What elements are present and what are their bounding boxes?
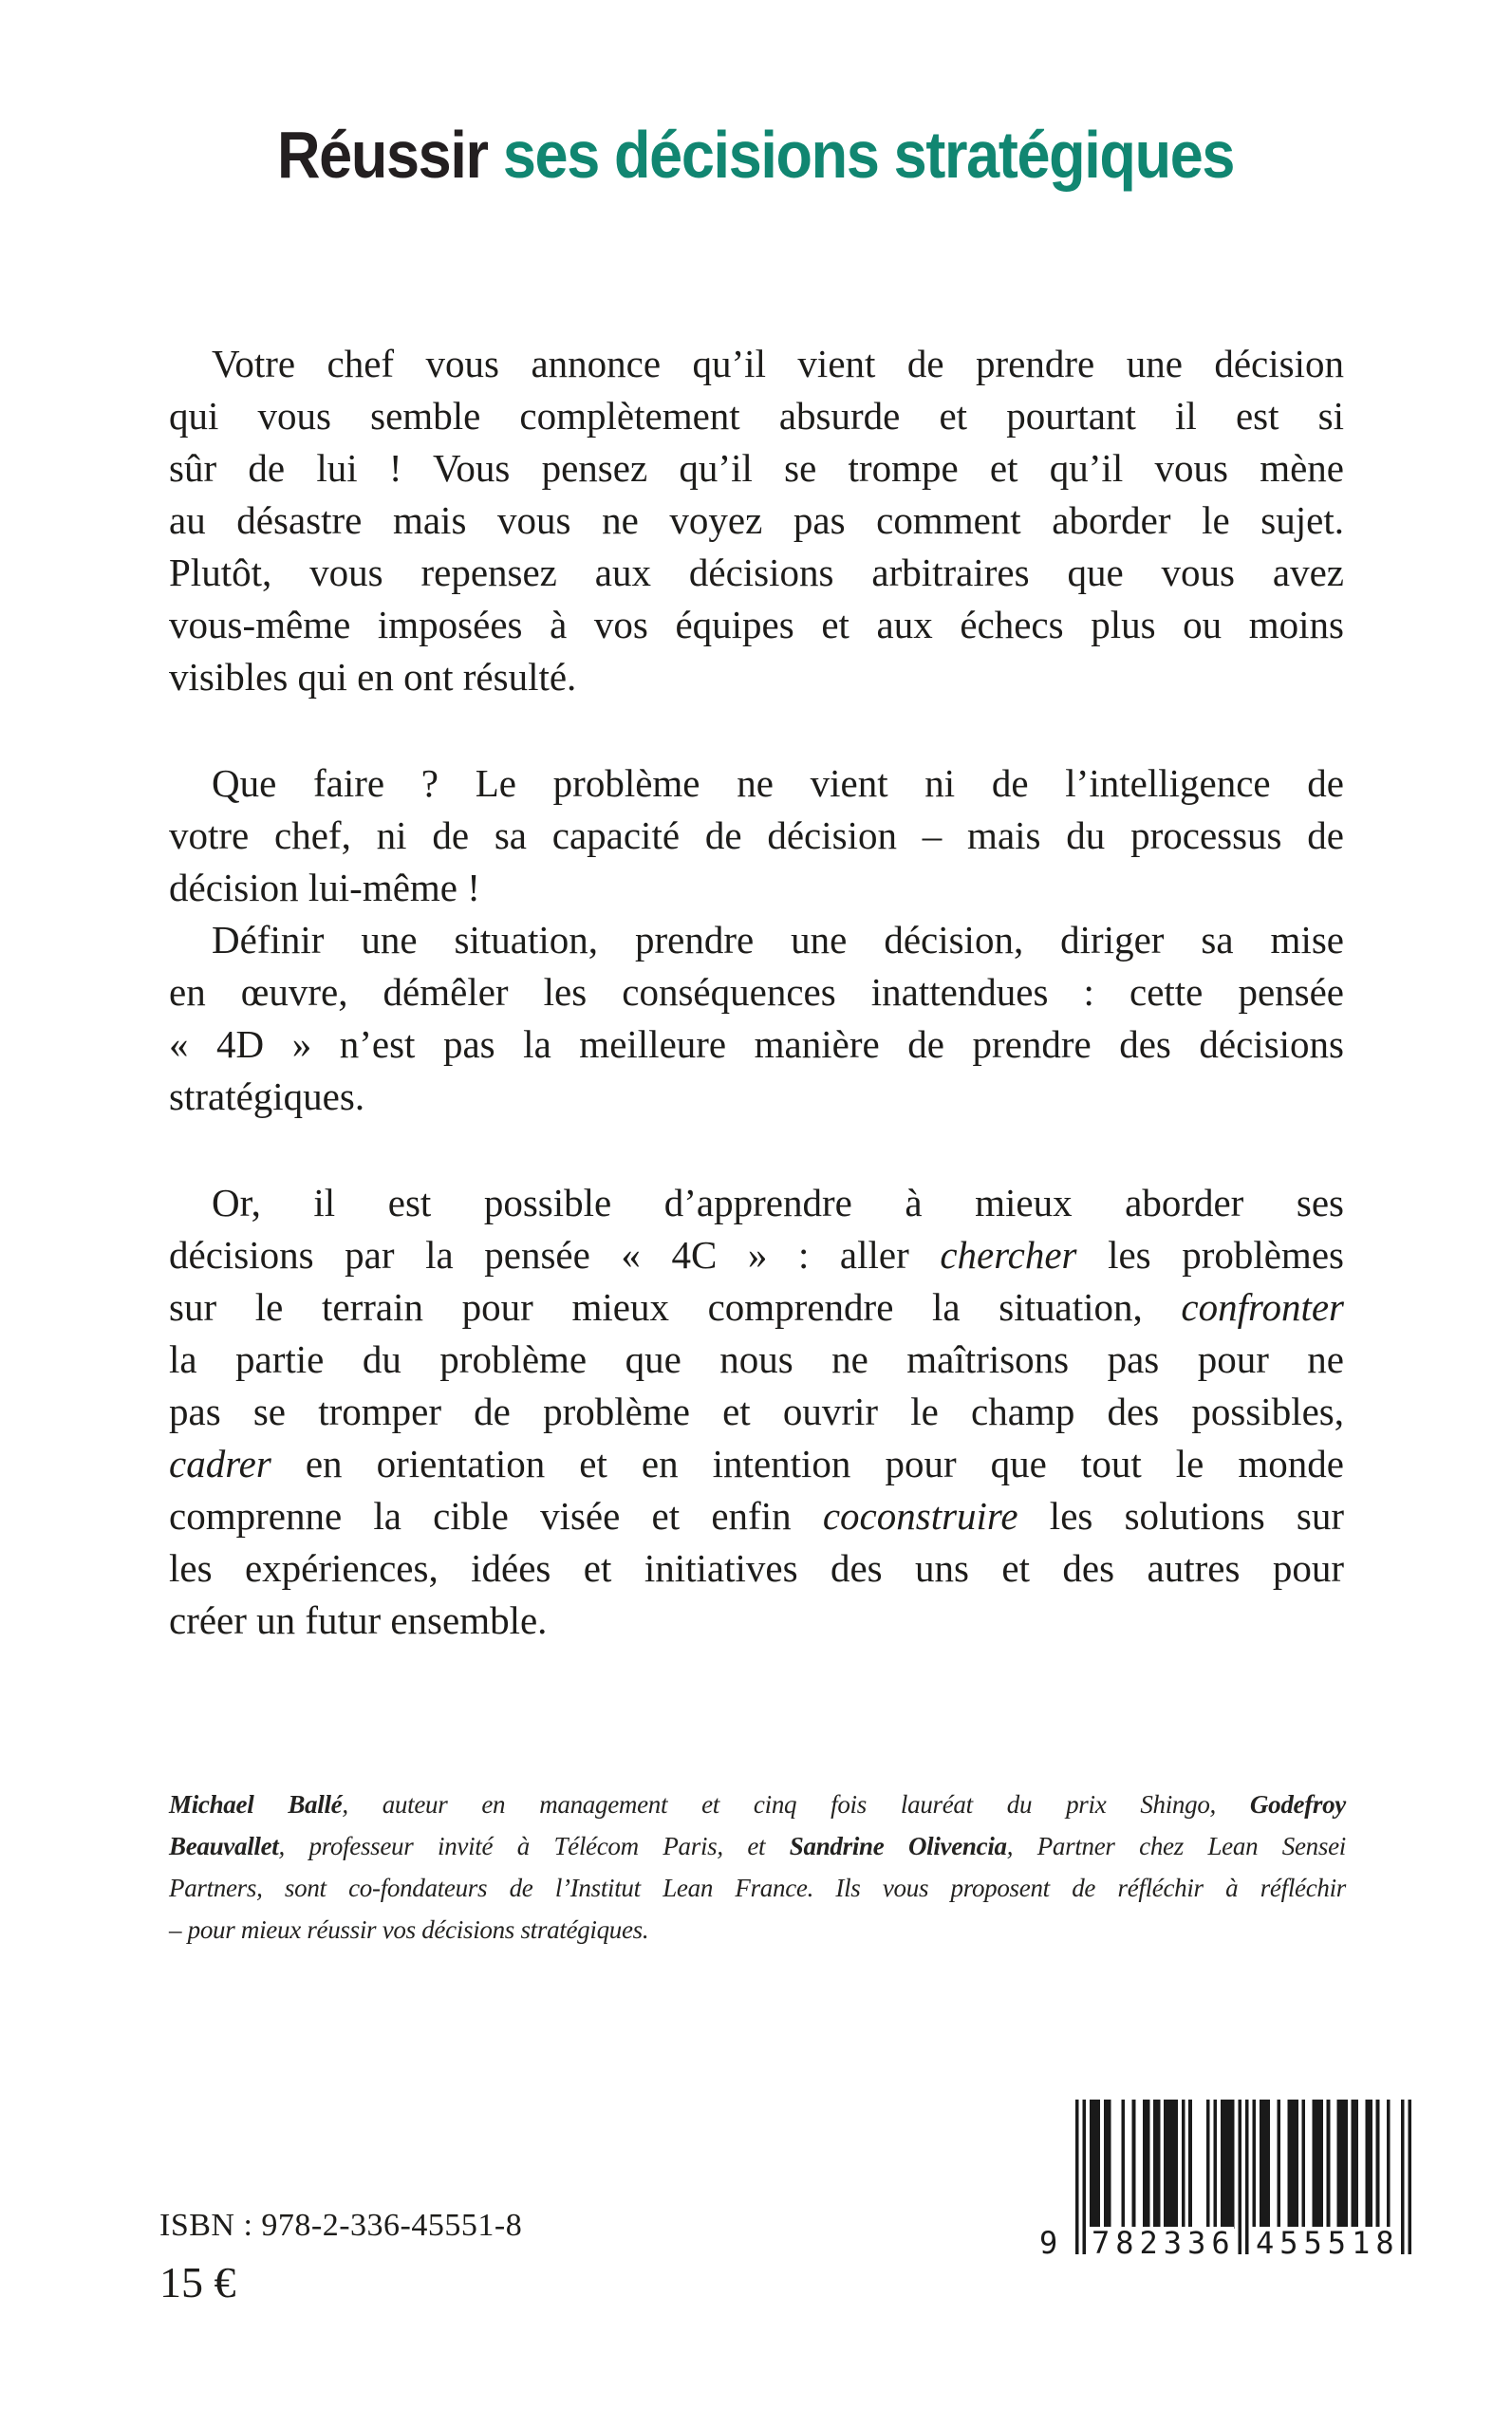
isbn-text: ISBN : 978-2-336-45551-8 [159,2208,523,2243]
bio-line: Michael Ballé, auteur en management et cinq fois lauréat du prix Shingo, Godefroy [169,1790,1346,1819]
body-line: vous-même imposées à vos équipes et aux échecs plus ou moins [169,603,1344,646]
barcode-first-digit: 9 [1039,2225,1058,2261]
bio-line: – pour mieux réussir vos décisions stratégiques. [169,1915,649,1944]
body-text [169,338,1344,1647]
body-line: Que faire ? Le problème ne vient ni de l’intelligence de [212,761,1344,805]
body-line: votre chef, ni de sa capacité de décision – mais du processus de [169,813,1344,857]
body-line: sur le terrain pour mieux comprendre la situation, confronter [169,1285,1344,1329]
body-line: qui vous semble complètement absurde et pourtant il est si [169,394,1344,438]
barcode-digits-left: 782336 [1086,2227,1234,2259]
title-teal-part: ses décisions stratégiques [503,118,1235,192]
body-line: comprenne la cible visée et enfin coconstruire les solutions sur [169,1494,1344,1538]
barcode-digits-right: 455518 [1250,2227,1398,2259]
title [0,112,1512,197]
body-line: stratégiques. [169,1074,365,1118]
body-line: les expériences, idées et initiatives des uns et des autres pour [169,1546,1344,1590]
barcode [1039,2100,1411,2261]
body-line: visibles qui en ont résulté. [169,655,577,699]
body-line: décisions par la pensée « 4C » : aller chercher les problèmes [169,1233,1344,1277]
body-line: créer un futur ensemble. [169,1598,548,1642]
body-line: Plutôt, vous repensez aux décisions arbitraires que vous avez [169,551,1344,594]
body-line: en œuvre, démêler les conséquences inattendues : cette pensée [169,970,1344,1014]
bio-line: Partners, sont co-fondateurs de l’Institut Lean France. Ils vous proposent de réfléchir à réfléchir [169,1874,1346,1902]
body-line: décision lui-même ! [169,866,480,909]
body-line: Votre chef vous annonce qu’il vient de prendre une décision [212,342,1344,385]
author-bio [169,1783,1346,1951]
paragraph [169,338,1344,703]
body-line: au désastre mais vous ne voyez pas comment aborder le sujet. [169,498,1344,542]
body-line: pas se tromper de problème et ouvrir le champ des possibles, [169,1390,1344,1433]
body-line: Définir une situation, prendre une décision, diriger sa mise [212,918,1344,962]
body-line: cadrer en orientation et en intention pour que tout le monde [169,1442,1344,1485]
page-title [277,112,1234,197]
paragraph [169,1177,1344,1647]
price-text: 15 € [159,2258,236,2306]
title-black-part: Réussir [277,118,504,192]
bio-line: Beauvallet, professeur invité à Télécom Paris, et Sandrine Olivencia, Partner chez Lean Sensei [169,1832,1346,1860]
body-line: Or, il est possible d’apprendre à mieux aborder ses [212,1181,1344,1224]
body-line: sûr de lui ! Vous pensez qu’il se trompe et qu’il vous mène [169,446,1344,490]
body-line: « 4D » n’est pas la meilleure manière de prendre des décisions [169,1022,1344,1066]
body-line: la partie du problème que nous ne maîtrisons pas pour ne [169,1337,1344,1381]
paragraph [169,757,1344,914]
paragraph [169,914,1344,1123]
